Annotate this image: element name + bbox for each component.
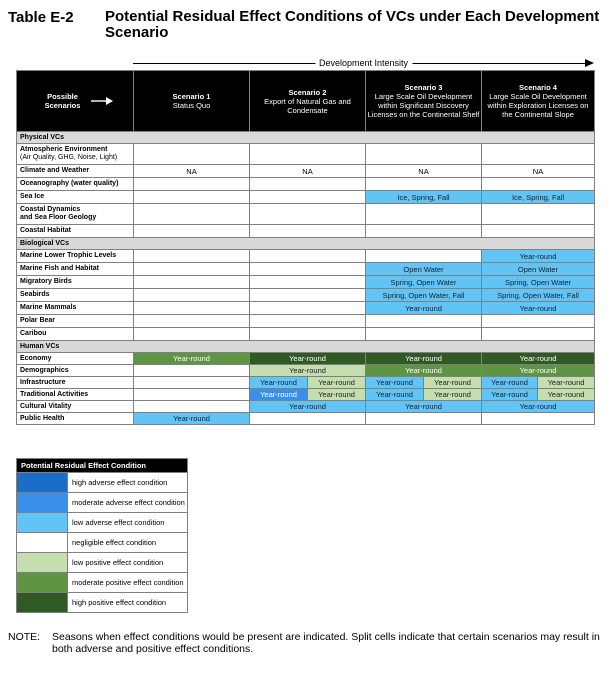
cell: Year-round <box>134 413 250 425</box>
scenario-2-desc: Export of Natural Gas and Condensate <box>264 96 351 115</box>
cell: Year-round <box>482 401 595 413</box>
cell <box>366 315 482 328</box>
row-label: Caribou <box>17 328 134 341</box>
row-label: Polar Bear <box>17 315 134 328</box>
cell <box>366 144 482 165</box>
cell: Year-round <box>250 353 366 365</box>
cell: Year-round <box>482 250 595 263</box>
legend-item <box>17 593 188 613</box>
cell: Year-round <box>424 389 482 401</box>
cell: Open Water <box>366 263 482 276</box>
cell <box>250 289 366 302</box>
cell <box>250 225 366 238</box>
cell: Year-round <box>250 401 366 413</box>
table-title: Potential Residual Effect Conditions of VCs under Each Development Scenario <box>105 8 600 41</box>
cell: Year-round <box>538 389 595 401</box>
cell <box>134 204 250 225</box>
cell: Year-round <box>538 377 595 389</box>
row-label: Traditional Activities <box>17 389 134 401</box>
arrow-right-icon <box>585 59 594 67</box>
cell <box>250 191 366 204</box>
cell: Year-round <box>366 353 482 365</box>
row-label: Coastal Habitat <box>17 225 134 238</box>
cell <box>134 289 250 302</box>
cell <box>250 250 366 263</box>
scenario-3-desc: Large Scale Oil Development within Significant Discovery Licenses on the Continental Shelf <box>367 92 480 119</box>
cell <box>250 302 366 315</box>
cell <box>482 144 595 165</box>
section-row <box>17 238 595 250</box>
legend-label: moderate positive effect condition <box>68 573 188 593</box>
legend-swatch <box>17 553 68 573</box>
cell: Ice, Spring, Fall <box>366 191 482 204</box>
legend-item <box>17 473 188 493</box>
section-row <box>17 341 595 353</box>
section-row <box>17 132 595 144</box>
row-label <box>17 204 134 225</box>
cell: Year-round <box>366 377 424 389</box>
table-row <box>17 225 595 238</box>
cell: Year-round <box>366 365 482 377</box>
scenario-1-desc: Status Quo <box>172 101 211 110</box>
table-row <box>17 302 595 315</box>
note-text: Seasons when effect conditions would be present are indicated. Split cells indicate that certain scenarios may result in both adverse and positive effect conditions. <box>52 631 600 655</box>
cell: Spring, Open Water, Fall <box>366 289 482 302</box>
scenario-2-header <box>250 71 366 132</box>
scenario-3-title: Scenario 3 <box>404 83 443 92</box>
cell <box>250 328 366 341</box>
row-label: Cultural Vitality <box>17 401 134 413</box>
row-label: Seabirds <box>17 289 134 302</box>
legend-swatch <box>17 513 68 533</box>
cell: Year-round <box>366 389 424 401</box>
effects-table <box>16 70 595 425</box>
legend-label: low adverse effect condition <box>68 513 188 533</box>
cell <box>250 144 366 165</box>
cell <box>482 225 595 238</box>
cell: NA <box>134 165 250 178</box>
cell: NA <box>366 165 482 178</box>
row-label-text: Atmospheric Environment <box>20 146 108 153</box>
legend-item <box>17 573 188 593</box>
table-row <box>17 377 595 389</box>
scenario-2-title: Scenario 2 <box>288 87 327 97</box>
cell: Year-round <box>134 353 250 365</box>
row-label: Climate and Weather <box>17 165 134 178</box>
cell <box>366 413 482 425</box>
cell <box>250 315 366 328</box>
cell <box>134 377 250 389</box>
development-intensity-arrow <box>133 57 594 69</box>
cell: Year-round <box>424 377 482 389</box>
cell: Year-round <box>482 302 595 315</box>
cell: Year-round <box>482 353 595 365</box>
legend <box>16 458 188 613</box>
cell <box>134 365 250 377</box>
cell <box>134 263 250 276</box>
section-biological: Biological VCs <box>17 238 595 250</box>
cell <box>134 315 250 328</box>
table-row <box>17 328 595 341</box>
cell: Year-round <box>250 365 366 377</box>
scenario-1-header <box>134 71 250 132</box>
row-sublabel: (Air Quality, GHG, Noise, Light) <box>20 154 118 161</box>
table-row <box>17 191 595 204</box>
section-physical: Physical VCs <box>17 132 595 144</box>
cell: Year-round <box>482 365 595 377</box>
row-label: Migratory Birds <box>17 276 134 289</box>
cell: Open Water <box>482 263 595 276</box>
possible-scenarios-header <box>17 71 134 132</box>
cell <box>134 389 250 401</box>
legend-swatch <box>17 493 68 513</box>
table-row <box>17 178 595 191</box>
table-row <box>17 315 595 328</box>
table-row <box>17 204 595 225</box>
table-row <box>17 276 595 289</box>
cell: Year-round <box>366 401 482 413</box>
legend-label: high adverse effect condition <box>68 473 188 493</box>
table-row <box>17 263 595 276</box>
table-row <box>17 389 595 401</box>
cell: Spring, Open Water <box>482 276 595 289</box>
cell: Year-round <box>482 389 538 401</box>
cell <box>366 178 482 191</box>
legend-title: Potential Residual Effect Condition <box>17 459 188 473</box>
cell <box>482 328 595 341</box>
cell <box>134 144 250 165</box>
scenario-4-header <box>482 71 595 132</box>
cell: Spring, Open Water, Fall <box>482 289 595 302</box>
table-number: Table E-2 <box>8 9 74 26</box>
cell <box>250 263 366 276</box>
cell <box>134 225 250 238</box>
cell <box>250 413 366 425</box>
legend-item <box>17 493 188 513</box>
cell <box>366 328 482 341</box>
cell <box>482 204 595 225</box>
table-row <box>17 250 595 263</box>
cell <box>482 178 595 191</box>
cell <box>134 276 250 289</box>
row-label: Public Health <box>17 413 134 425</box>
scenario-3-header <box>366 71 482 132</box>
legend-label: low positive effect condition <box>68 553 188 573</box>
cell: Ice, Spring, Fall <box>482 191 595 204</box>
legend-label: negligible effect condition <box>68 533 188 553</box>
legend-swatch <box>17 593 68 613</box>
row-label: Marine Mammals <box>17 302 134 315</box>
arrow-right-icon <box>91 97 113 105</box>
row-label: Sea Ice <box>17 191 134 204</box>
row-label <box>17 144 134 165</box>
cell <box>134 302 250 315</box>
cell <box>250 178 366 191</box>
possible-scenarios-label: Possible Scenarios <box>44 92 81 110</box>
cell <box>134 178 250 191</box>
cell <box>366 225 482 238</box>
table-row <box>17 144 595 165</box>
row-label: Demographics <box>17 365 134 377</box>
cell <box>134 328 250 341</box>
table-row <box>17 365 595 377</box>
table-row <box>17 165 595 178</box>
header-row <box>17 71 595 132</box>
legend-item <box>17 513 188 533</box>
row-label-text-2: and Sea Floor Geology <box>20 214 97 221</box>
section-human: Human VCs <box>17 341 595 353</box>
cell <box>366 204 482 225</box>
scenario-4-desc: Large Scale Oil Development within Exploration Licenses on the Continental Slope <box>487 92 589 119</box>
cell <box>134 250 250 263</box>
legend-swatch <box>17 533 68 553</box>
cell <box>250 204 366 225</box>
cell <box>482 315 595 328</box>
legend-item <box>17 533 188 553</box>
row-label: Marine Lower Trophic Levels <box>17 250 134 263</box>
cell: Year-round <box>250 377 308 389</box>
scenario-4-title: Scenario 4 <box>519 83 557 92</box>
cell: NA <box>482 165 595 178</box>
legend-swatch <box>17 573 68 593</box>
scenario-1-title: Scenario 1 <box>172 92 211 101</box>
cell <box>482 413 595 425</box>
legend-item <box>17 553 188 573</box>
row-label: Oceanography (water quality) <box>17 178 134 191</box>
cell <box>250 276 366 289</box>
development-intensity-label: Development Intensity <box>315 57 412 69</box>
cell <box>134 191 250 204</box>
row-label-text: Coastal Dynamics <box>20 206 81 213</box>
legend-label: high positive effect condition <box>68 593 188 613</box>
table-row <box>17 413 595 425</box>
table-row <box>17 401 595 413</box>
row-label: Economy <box>17 353 134 365</box>
cell: NA <box>250 165 366 178</box>
cell: Year-round <box>482 377 538 389</box>
cell: Year-round <box>366 302 482 315</box>
cell <box>366 250 482 263</box>
cell: Year-round <box>250 389 308 401</box>
cell: Spring, Open Water <box>366 276 482 289</box>
row-label: Infrastructure <box>17 377 134 389</box>
legend-label: moderate adverse effect condition <box>68 493 188 513</box>
legend-swatch <box>17 473 68 493</box>
cell: Year-round <box>308 389 366 401</box>
cell <box>134 401 250 413</box>
note-label: NOTE: <box>8 631 41 643</box>
table-row <box>17 289 595 302</box>
cell: Year-round <box>308 377 366 389</box>
row-label: Marine Fish and Habitat <box>17 263 134 276</box>
table-row <box>17 353 595 365</box>
